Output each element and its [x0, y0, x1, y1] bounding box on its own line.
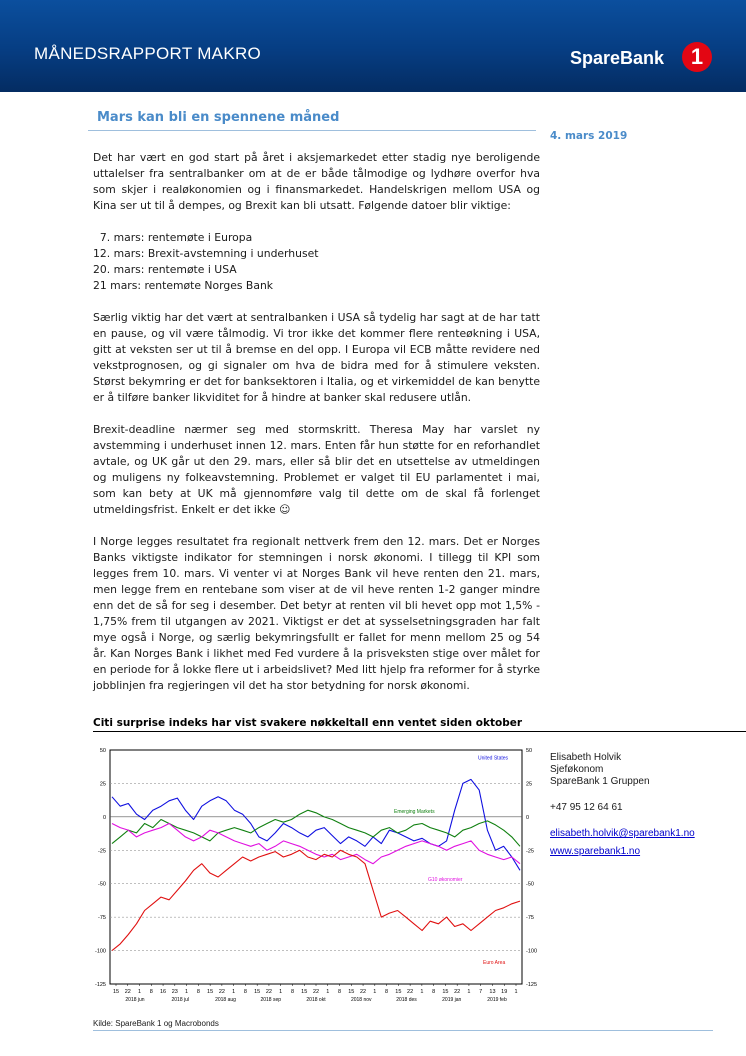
y-tick-label: 25 — [526, 781, 533, 788]
contact-email-link[interactable]: elisabeth.holvik@sparebank1.no — [550, 828, 695, 839]
contact-name: Elisabeth Holvik — [550, 752, 622, 763]
x-tick-label: 8 — [196, 989, 200, 995]
chart-title: Citi surprise indeks har vist svakere nøkkeltall enn ventet siden oktober — [93, 717, 523, 729]
y-tick-label: -25 — [98, 848, 106, 855]
y-tick-label: 0 — [102, 814, 106, 821]
contact-role: Sjeføkonom — [550, 764, 604, 775]
x-period-label: 2018 des — [396, 997, 417, 1003]
x-tick-label: 1 — [467, 989, 471, 995]
intro-paragraph: Det har vært en god start på året i aksjemarkedet etter stadig nye beroligende uttalelser fra sentralbanker om at de er både tålmodige og lydhøre overfor hva som skjer i realøkonomien og i finansmarkedet. Handelskrigen mellom USA og Kina ser ut til å dempes, og Brexit kan bli utsatt. Følgende datoer blir viktige: — [93, 151, 540, 212]
x-tick-label: 1 — [373, 989, 377, 995]
y-tick-label: -100 — [94, 948, 106, 955]
x-period-label: 2018 sep — [260, 997, 282, 1003]
y-tick-label: 0 — [526, 814, 530, 821]
x-tick-label: 8 — [432, 989, 436, 995]
x-tick-label: 8 — [337, 989, 342, 995]
article-body — [93, 150, 540, 710]
brexit-paragraph: Brexit-deadline nærmer seg med stormskritt. Theresa May har varslet ny avstemming i underhuset innen 12. mars. Enten får hun støtte for en reforhandlet avtale, og UK går ut den 29. mars, eller så blir det en utsettelse av utmeldingen og muligens ny folkeavstemning. Problemet er valget til EU parlamentet i mai, som kan bety at UK må gjennomføre valg til dette om de skal få forlenget utmeldingsfrist. Enkelt er det ikke ☺ — [93, 423, 540, 516]
x-tick-label: 1 — [232, 989, 236, 995]
x-tick-label: 22 — [124, 989, 131, 995]
x-tick-label: 15 — [348, 989, 355, 995]
contact-block — [550, 752, 740, 858]
y-tick-label: -125 — [94, 982, 106, 988]
report-date: 4. mars 2019 — [550, 130, 628, 142]
x-tick-label: 23 — [171, 989, 178, 995]
key-date-item: 12. mars: Brexit-avstemning i underhuset — [93, 247, 319, 260]
x-tick-label: 7 — [479, 989, 483, 995]
x-tick-label: 8 — [243, 989, 247, 995]
x-period-label: 2018 okt — [306, 997, 326, 1003]
y-tick-label: -75 — [526, 915, 534, 922]
x-tick-label: 16 — [159, 989, 167, 995]
x-tick-label: 22 — [407, 989, 414, 995]
website-link[interactable]: www.sparebank1.no — [550, 846, 641, 857]
x-tick-label: 19 — [501, 989, 508, 995]
x-tick-label: 8 — [149, 989, 153, 995]
logo-one-icon: 1 — [682, 42, 712, 72]
citi-surprise-chart — [88, 740, 540, 1014]
x-period-label: 2019 feb — [487, 997, 507, 1003]
y-tick-label: -125 — [526, 982, 538, 988]
y-axis-right — [526, 748, 537, 988]
x-tick-label: 8 — [290, 989, 295, 995]
x-period-label: 2018 aug — [215, 997, 236, 1003]
x-tick-label: 1 — [326, 989, 330, 995]
spacer — [550, 788, 740, 802]
page-header — [0, 0, 746, 92]
x-tick-label: 15 — [442, 989, 449, 995]
y-tick-label: 50 — [99, 748, 106, 754]
key-dates-list — [93, 230, 540, 294]
series-label: G10 økonomier — [428, 877, 463, 884]
key-date-item: 20. mars: rentemøte i USA — [93, 263, 237, 276]
x-tick-label: 22 — [359, 989, 367, 995]
y-tick-label: -25 — [526, 848, 534, 855]
x-tick-label: 22 — [312, 989, 320, 995]
logo-text: SpareBank — [570, 48, 665, 68]
series-label: Emerging Markets — [394, 808, 435, 815]
x-tick-label: 15 — [395, 989, 402, 995]
x-period-label: 2019 jan — [442, 997, 462, 1003]
y-axis-left — [95, 748, 106, 988]
key-date-item: 7. mars: rentemøte i Europa — [93, 231, 253, 244]
title-divider — [88, 130, 536, 131]
contact-phone: +47 95 12 64 61 — [550, 802, 623, 813]
x-tick-label: 1 — [514, 989, 518, 995]
x-tick-label: 1 — [420, 989, 424, 995]
x-period-label: 2018 jun — [125, 997, 145, 1003]
x-tick-label: 1 — [185, 989, 189, 995]
x-axis — [113, 984, 518, 1003]
chart-frame — [110, 750, 522, 984]
x-period-label: 2018 jul — [171, 997, 190, 1003]
spacer — [550, 814, 740, 828]
chart-source: Kilde: SpareBank 1 og Macrobonds — [93, 1019, 219, 1028]
series-label: Euro Area — [483, 959, 506, 966]
norway-paragraph: I Norge legges resultatet fra regionalt nettverk frem den 12. mars. Det er Norges Banks viktigste indikator for stemningen i norsk økonomi. I tillegg til KPI som legges frem 10. mars. Vi venter vi at Norges Bank vil heve renten den 21. mars, men legge frem en rentebane som viser at de vil heve renten 1-2 ganger mindre enn det de så for seg i desember. Det betyr at renten vil bli hevet opp mot 1,5% - 1,75% frem til utgangen av 2021. Viktigst er det at sysselsetningsgraden har falt mye også i Norge, og særlig bekymringsfullt er fallet for menn mellom 25 og 54 år. Kan Norges Bank i likhet med Fed vurdere å la prisveksten stige over målet for en periode for å lokke flere ut i arbeidslivet? Med litt hjelp fra reformer for å styrke jobblinjen fra regjeringen vil det ha stor betydning for norsk økonomi. — [93, 535, 540, 692]
series-label: United States — [478, 755, 509, 762]
x-tick-label: 8 — [385, 989, 389, 995]
x-tick-label: 1 — [279, 989, 283, 995]
y-tick-label: -100 — [526, 948, 538, 955]
key-date-item: 21 mars: rentemøte Norges Bank — [93, 279, 274, 292]
article-title: Mars kan bli en spennene måned — [97, 110, 340, 125]
x-tick-label: 15 — [254, 989, 261, 995]
x-tick-label: 22 — [218, 989, 225, 995]
y-tick-label: 25 — [99, 781, 106, 788]
x-tick-label: 1 — [137, 989, 142, 995]
x-period-label: 2018 nov — [350, 997, 372, 1003]
x-tick-label: 15 — [301, 989, 308, 995]
x-tick-label: 13 — [489, 989, 496, 995]
x-tick-label: 22 — [265, 989, 273, 995]
chart-top-rule — [93, 731, 746, 732]
y-tick-label: -50 — [526, 881, 534, 888]
report-title: MÅNEDSRAPPORT MAKRO — [34, 44, 262, 63]
x-tick-label: 22 — [454, 989, 461, 995]
y-tick-label: -50 — [98, 881, 106, 888]
x-tick-label: 15 — [207, 989, 214, 995]
contact-org: SpareBank 1 Gruppen — [550, 776, 650, 787]
fed-ecb-paragraph: Særlig viktig har det vært at sentralbanken i USA så tydelig har sagt at de har tatt en pause, og vil være tålmodig. Vi tror ikke det kommer flere renteøkning i USA, gitt at veksten ser ut til å bremse en del opp. I Europa vil ECB måtte revidere ned vekstprognosen, og gi signaler om hva de bidra med for å stimulere veksten. Størst bekymring er det for banksektoren i Italia, og et virkemiddel de kan benytte er å tilføre banker likviditet for å hindre at banker skal redusere utlån. — [93, 311, 540, 404]
y-tick-label: 50 — [526, 748, 533, 754]
y-tick-label: -75 — [98, 915, 106, 922]
footer-rule — [93, 1030, 713, 1031]
x-tick-label: 15 — [112, 989, 120, 995]
